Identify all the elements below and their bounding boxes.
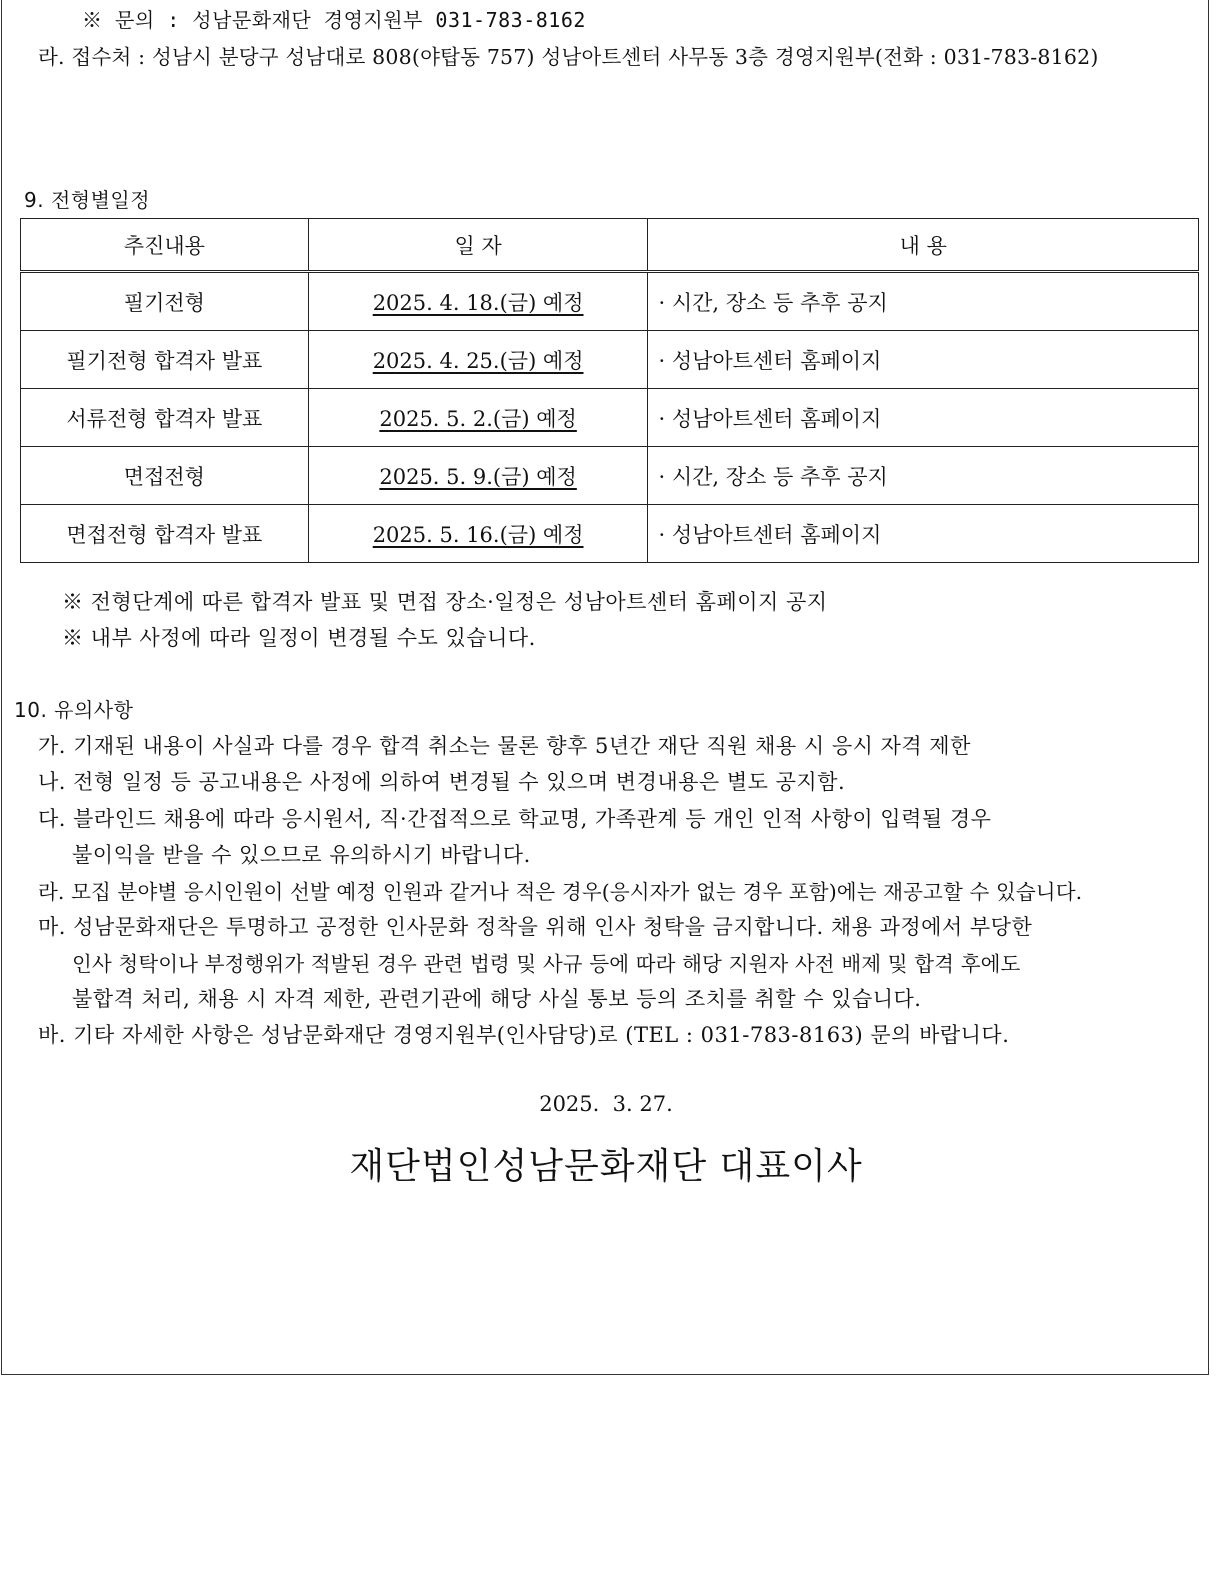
schedule-note: ※ 내부 사정에 따라 일정이 변경될 수도 있습니다. (62, 626, 536, 650)
date-cell: 2025. 5. 9.(금) 예정 (379, 464, 577, 489)
caution-item-continued: 인사 청탁이나 부정행위가 적발된 경우 관련 법령 및 사규 등에 따라 해당 지원자 사전 배제 및 합격 후에도 (72, 952, 1021, 976)
document-page (1, 0, 1209, 1375)
stage-cell: 필기전형 합격자 발표 (21, 331, 309, 389)
caution-item-continued: 불이익을 받을 수 있으므로 유의하시기 바랍니다. (72, 843, 531, 867)
caution-item: 바. 기타 자세한 사항은 성남문화재단 경영지원부(인사담당)로 (TEL : 031-783-8163) 문의 바랍니다. (38, 1023, 1010, 1047)
table-row (21, 272, 1199, 331)
schedule-table (20, 218, 1199, 563)
caution-item: 라. 모집 분야별 응시인원이 선발 예정 인원과 같거나 적은 경우(응시자가 없는 경우 포함)에는 재공고할 수 있습니다. (38, 880, 1083, 904)
detail-cell: · 성남아트센터 홈페이지 (648, 389, 1199, 447)
notice-date: 2025. 3. 27. (539, 1092, 673, 1116)
detail-cell: · 시간, 장소 등 추후 공지 (648, 272, 1199, 331)
table-row (21, 389, 1199, 447)
schedule-note: ※ 전형단계에 따른 합격자 발표 및 면접 장소·일정은 성남아트센터 홈페이지 공지 (62, 590, 828, 614)
caution-item: 가. 기재된 내용이 사실과 다를 경우 합격 취소는 물론 향후 5년간 재단 직원 채용 시 응시 자격 제한 (38, 734, 971, 758)
date-cell: 2025. 4. 25.(금) 예정 (372, 348, 584, 373)
issuer-name: 재단법인성남문화재단 대표이사 (349, 1146, 863, 1187)
cautions-heading: 10. 유의사항 (14, 698, 134, 722)
column-header-detail: 내 용 (648, 219, 1199, 272)
table-header-row (21, 219, 1199, 272)
caution-item: 나. 전형 일정 등 공고내용은 사정에 의하여 변경될 수 있으며 변경내용은 별도 공지함. (38, 770, 846, 794)
detail-cell: · 시간, 장소 등 추후 공지 (648, 447, 1199, 505)
date-cell: 2025. 4. 18.(금) 예정 (372, 290, 584, 315)
stage-cell: 필기전형 (21, 272, 309, 331)
date-cell: 2025. 5. 16.(금) 예정 (372, 522, 584, 547)
detail-cell: · 성남아트센터 홈페이지 (648, 331, 1199, 389)
table-row (21, 447, 1199, 505)
reception-line: 라. 접수처 : 성남시 분당구 성남대로 808(야탑동 757) 성남아트센터 사무동 3층 경영지원부(전화 : 031-783-8162) (38, 45, 1099, 69)
column-header-stage: 추진내용 (21, 219, 309, 272)
stage-cell: 면접전형 (21, 447, 309, 505)
stage-cell: 서류전형 합격자 발표 (21, 389, 309, 447)
detail-cell: · 성남아트센터 홈페이지 (648, 505, 1199, 563)
date-cell: 2025. 5. 2.(금) 예정 (379, 406, 577, 431)
inquiry-line: ※ 문의 : 성남문화재단 경영지원부 031-783-8162 (82, 8, 586, 32)
column-header-date: 일 자 (308, 219, 648, 272)
caution-item: 다. 블라인드 채용에 따라 응시원서, 직·간접적으로 학교명, 가족관계 등 개인 인적 사항이 입력될 경우 (38, 807, 992, 831)
caution-item-continued: 불합격 처리, 채용 시 자격 제한, 관련기관에 해당 사실 통보 등의 조치를 취할 수 있습니다. (72, 987, 922, 1011)
schedule-heading: 9. 전형별일정 (24, 188, 151, 212)
table-row (21, 505, 1199, 563)
table-row (21, 331, 1199, 389)
stage-cell: 면접전형 합격자 발표 (21, 505, 309, 563)
caution-item: 마. 성남문화재단은 투명하고 공정한 인사문화 정착을 위해 인사 청탁을 금지합니다. 채용 과정에서 부당한 (38, 915, 1033, 939)
